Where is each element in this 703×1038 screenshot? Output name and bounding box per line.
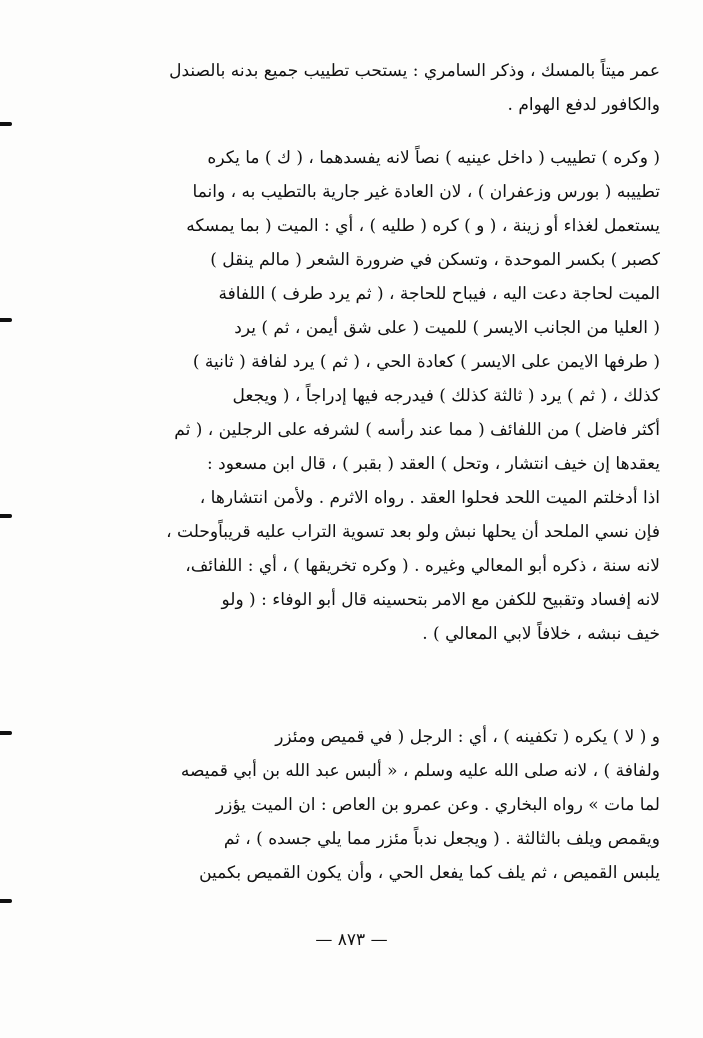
margin-mark xyxy=(0,318,12,322)
text-line: يلبس القميص ، ثم يلف كما يفعل الحي ، وأن يكون القميص بكمين xyxy=(199,863,660,883)
text-line xyxy=(60,651,660,685)
text-line: و ( لا ) يكره ( تكفينه ) ، أي : الرجل ( في قميص ومئزر xyxy=(275,727,660,747)
text-line xyxy=(60,685,660,719)
text-line: خيف نبشه ، خلافاً لابي المعالي ) . xyxy=(422,624,660,644)
text-line: أكثر فاضل ) من اللفائف ( مما عند رأسه ) لشرفه على الرجلين ، ( ثم xyxy=(174,420,660,440)
text-line: عمر ميتاً بالمسك ، وذكر السامري : يستحب تطييب جميع بدنه بالصندل xyxy=(169,61,660,81)
text-line: والكافور لدفع الهوام . xyxy=(507,95,660,115)
text-line: كصبر ) بكسر الموحدة ، وتسكن في ضرورة الشعر ( مالم ينقل ) xyxy=(210,250,660,270)
paragraph-3 xyxy=(60,720,660,890)
text-line: ويقمص ويلف بالثالثة . ( ويجعل ندباً مئزر مما يلي جسده ) ، ثم xyxy=(223,829,660,849)
text-line: كذلك ، ( ثم ) يرد ( ثالثة كذلك ) فيدرجه فيها إدراجاً ، ( ويجعل xyxy=(232,386,660,406)
text-line: لانه إفساد وتقبيح للكفن مع الامر بتحسينه قال أبو الوفاء : ( ولو xyxy=(221,590,660,610)
text-line: ( وكره ) تطييب ( داخل عينيه ) نصاً لانه يفسدهما ، ( ك ) ما يكره xyxy=(207,148,660,168)
text-line: ( العليا من الجانب الايسر ) للميت ( على شق أيمن ، ثم ) يرد xyxy=(234,318,660,338)
paragraph-2 xyxy=(60,141,660,719)
margin-mark xyxy=(0,899,12,903)
text-line: يعقدها إن خيف انتشار ، وتحل ) العقد ( بقبر ) ، قال ابن مسعود : xyxy=(207,454,660,474)
text-line: يستعمل لغذاء أو زينة ، ( و ) كره ( طليه ) ، أي : الميت ( بما يمسكه xyxy=(186,216,660,236)
text-line: الميت لحاجة دعت اليه ، فيباح للحاجة ، ( ثم يرد طرف ) اللفافة xyxy=(218,284,660,304)
margin-mark xyxy=(0,514,12,518)
text-line: فإن نسي الملحد أن يحلها نبش ولو بعد تسوية التراب عليه قريباًوحلت ، xyxy=(166,522,660,542)
text-line: ( طرفها الايمن على الايسر ) كعادة الحي ، ( ثم ) يرد لفافة ( ثانية ) xyxy=(192,352,660,372)
page-number: — ٨٧٣ — xyxy=(315,930,388,950)
text-line: لما مات » رواه البخاري . وعن عمرو بن العاص : ان الميت يؤزر xyxy=(215,795,660,815)
text-line: ولفافة ) ، لانه صلى الله عليه وسلم ، « ألبس عبد الله بن أبي قميصه xyxy=(180,761,660,781)
text-line: لانه سنة ، ذكره أبو المعالي وغيره . ( وكره تخريقها ) ، أي : اللفائف، xyxy=(185,556,660,576)
margin-mark xyxy=(0,731,12,735)
paragraph-1 xyxy=(60,54,660,122)
text-line: تطييبه ( بورس وزعفران ) ، لان العادة غير جارية بالتطيب به ، وانما xyxy=(192,182,660,202)
margin-mark xyxy=(0,122,12,126)
text-line: اذا أدخلتم الميت اللحد فحلوا العقد . رواه الاثرم . ولأمن انتشارها ، xyxy=(199,488,660,508)
